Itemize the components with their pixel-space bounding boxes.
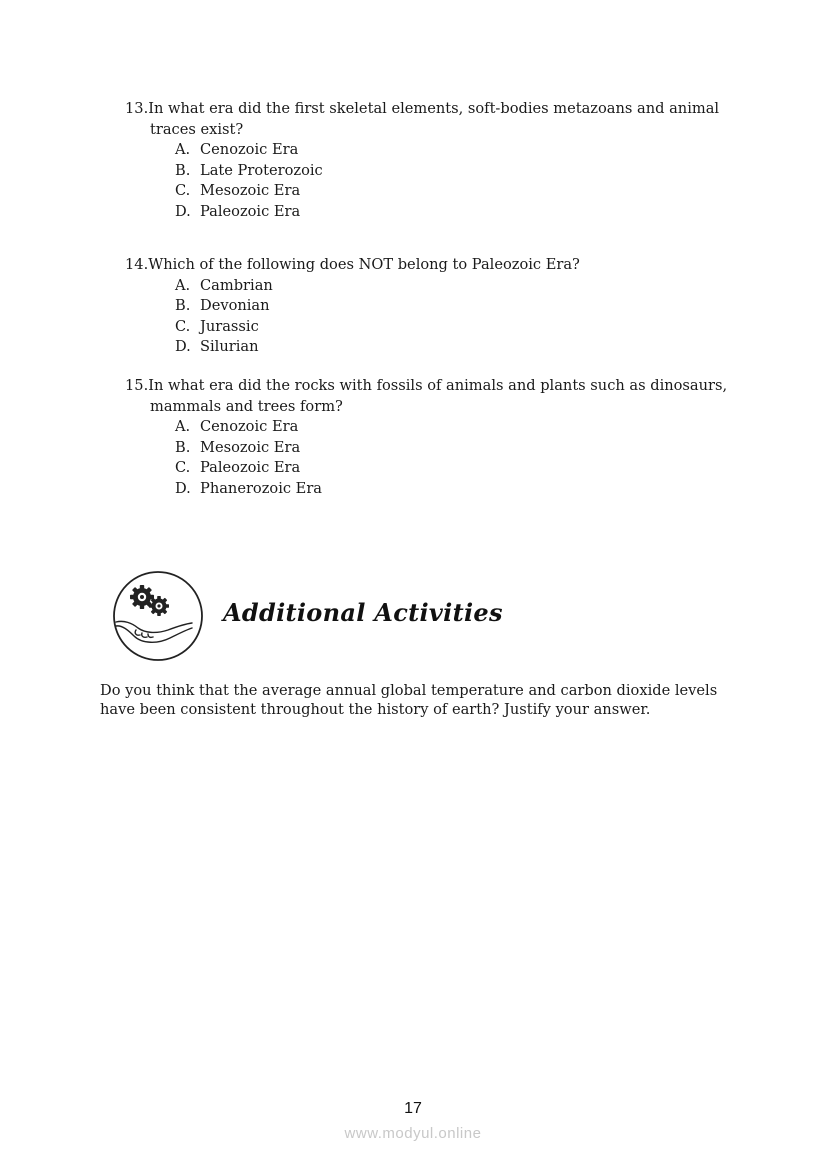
section-title: Additional Activities	[223, 598, 503, 627]
choice-letter: C.	[175, 459, 191, 476]
answer-choices	[125, 140, 745, 222]
choice-letter: D.	[175, 479, 191, 497]
answer-choices	[125, 417, 745, 499]
choice-letter: B.	[175, 297, 191, 314]
watermark: www.modyul.online	[344, 1125, 482, 1142]
choice-text: Late Proterozoic	[200, 161, 323, 179]
choice-letter: C.	[175, 182, 191, 199]
gears-in-hand-icon	[112, 570, 204, 662]
choice-d	[175, 479, 745, 500]
choice-letter: A.	[175, 276, 191, 294]
choice-d	[175, 337, 745, 358]
choice-letter: A.	[175, 418, 191, 435]
choice-b	[175, 438, 745, 459]
choice-letter: B.	[175, 161, 191, 179]
question-stem	[125, 255, 745, 276]
question-text-continued: mammals and trees form?	[150, 397, 343, 415]
choice-d	[175, 202, 745, 223]
activity-prompt	[100, 682, 740, 719]
question-stem	[125, 376, 745, 397]
choice-letter: D.	[175, 202, 191, 220]
gear-icon	[149, 596, 169, 616]
choice-text: Paleozoic Era	[200, 202, 301, 220]
choice-text: Paleozoic Era	[200, 459, 301, 476]
question-13	[125, 99, 745, 222]
prompt-line: have been consistent throughout the history of earth? Justify your answer.	[100, 700, 651, 718]
choice-text: Devonian	[200, 297, 270, 314]
choice-c	[175, 181, 745, 202]
choice-text: Phanerozoic Era	[200, 479, 323, 497]
choice-text: Cenozoic Era	[200, 141, 299, 158]
question-text-continued: traces exist?	[150, 120, 244, 138]
question-number: 14.	[125, 256, 149, 273]
choice-a	[175, 276, 745, 297]
choice-text: Jurassic	[200, 317, 259, 335]
choice-a	[175, 140, 745, 161]
choice-letter: D.	[175, 338, 191, 355]
question-number: 15.	[125, 377, 149, 394]
choice-text: Silurian	[200, 338, 259, 355]
choice-text: Cambrian	[200, 276, 273, 294]
choice-text: Cenozoic Era	[200, 418, 299, 435]
choice-a	[175, 417, 745, 438]
hand-icon	[116, 621, 192, 642]
question-stem	[125, 99, 745, 120]
page-number: 17	[404, 1100, 422, 1117]
choice-c	[175, 317, 745, 338]
choice-text: Mesozoic Era	[200, 438, 301, 456]
question-14	[125, 255, 745, 358]
choice-c	[175, 458, 745, 479]
choice-b	[175, 296, 745, 317]
question-text: In what era did the first skeletal elements, soft-bodies metazoans and animal	[148, 100, 720, 117]
choice-letter: B.	[175, 438, 191, 456]
question-text: In what era did the rocks with fossils of animals and plants such as dinosaurs,	[148, 377, 728, 394]
question-text: Which of the following does NOT belong to Paleozoic Era?	[148, 256, 580, 273]
choice-letter: A.	[175, 141, 191, 158]
prompt-line: Do you think that the average annual global temperature and carbon dioxide levels	[100, 682, 718, 699]
question-number: 13.	[125, 100, 149, 117]
choice-text: Mesozoic Era	[200, 182, 301, 199]
choice-b	[175, 161, 745, 182]
question-15	[125, 376, 745, 499]
choice-letter: C.	[175, 317, 191, 335]
answer-choices	[125, 276, 745, 358]
